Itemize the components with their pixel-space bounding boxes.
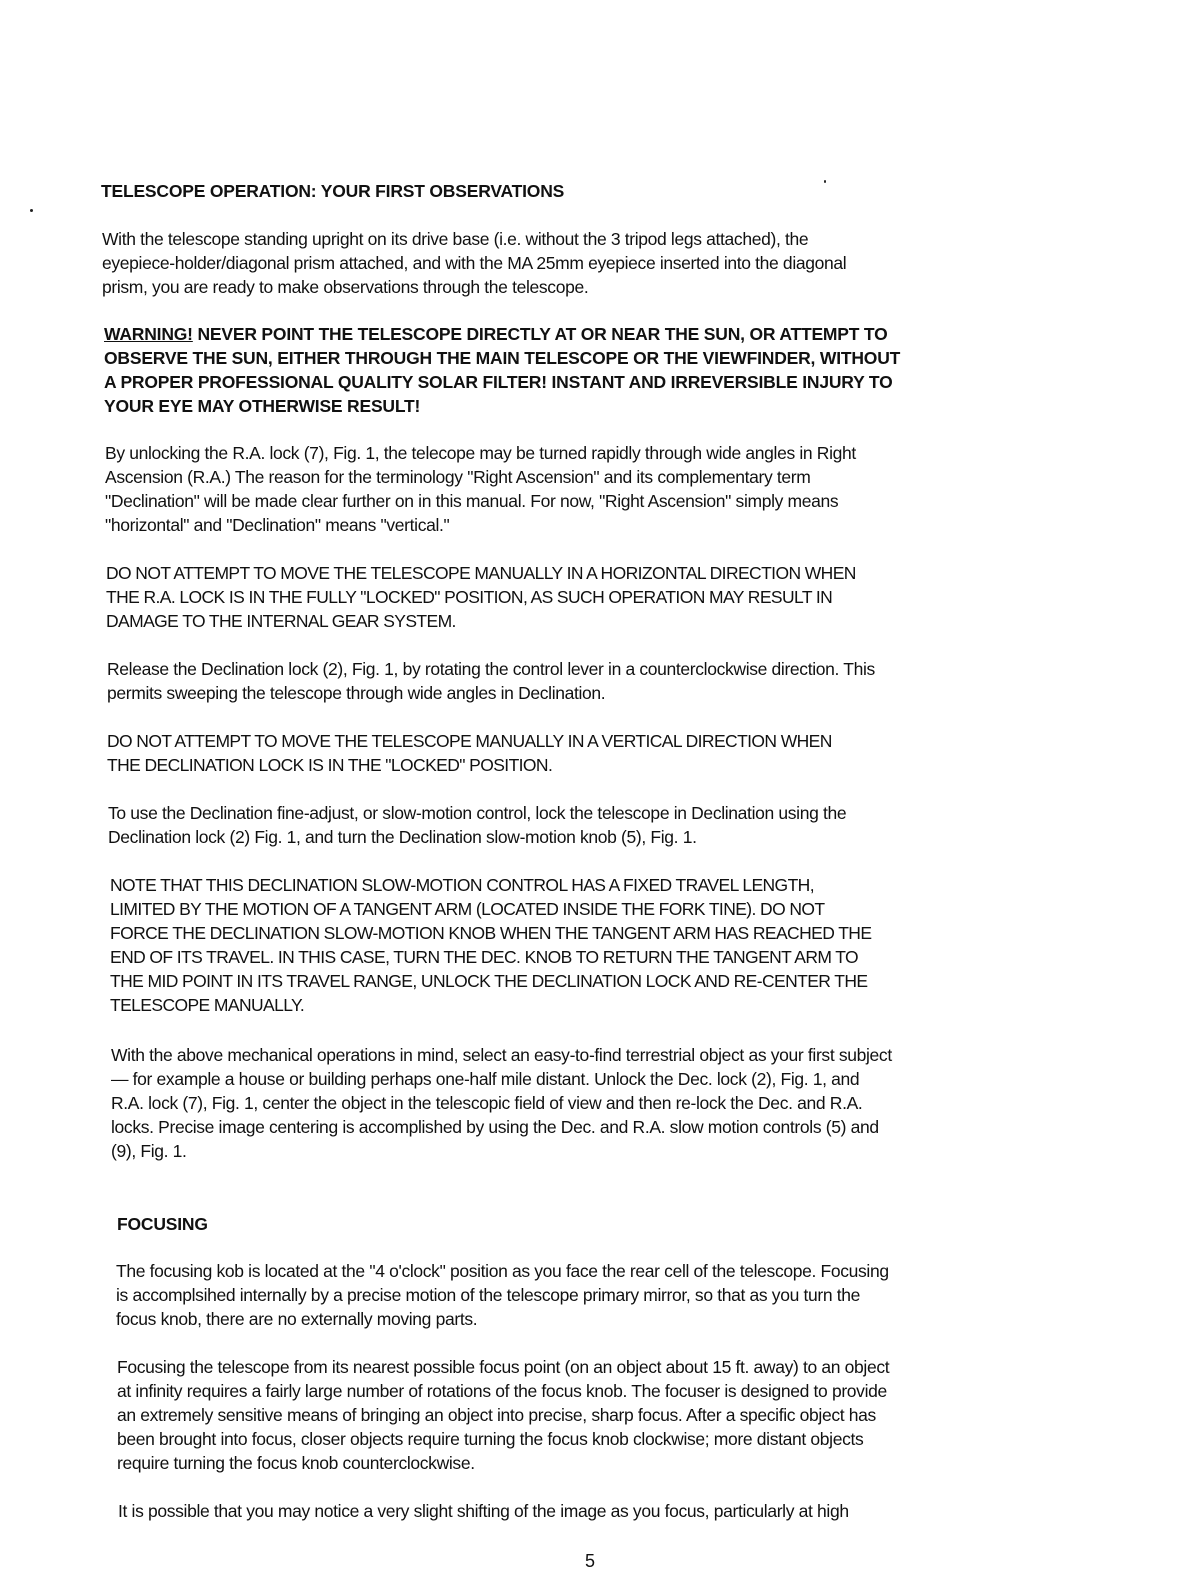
caution-horizontal: DO NOT ATTEMPT TO MOVE THE TELESCOPE MANUALLY IN A HORIZONTAL DIRECTION WHEN THE R.A. LOCK IS IN THE FULLY "LOCKED" POSITION, AS SUCH OPERATION MAY RESULT IN DAMAGE TO THE INTERNAL GEAR SYSTEM.: [106, 563, 856, 631]
page-number: 5: [585, 1551, 596, 1571]
note-paragraph: NOTE THAT THIS DECLINATION SLOW-MOTION CONTROL HAS A FIXED TRAVEL LENGTH, LIMITED BY THE MOTION OF A TANGENT ARM (LOCATED INSIDE THE FORK TINE). DO NOT FORCE THE DECLINATION SLOW-MOTION KNOB WHEN THE TANGENT ARM HAS REACHED THE END OF ITS TRAVEL. IN THIS CASE, TURN THE DEC. KNOB TO RETURN THE TANGENT ARM TO THE MID POINT IN ITS TRAVEL RANGE, UNLOCK THE DECLINATION LOCK AND RE-CENTER THE TELESCOPE MANUALLY.: [110, 875, 872, 1015]
intro-paragraph: With the telescope standing upright on its drive base (i.e. without the 3 tripod legs attached), the eyepiece-holder/diagonal prism attached, and with the MA 25mm eyepiece inserted into the diagonal prism, you are ready to make observations through the telescope.: [102, 229, 847, 297]
caution-vertical: DO NOT ATTEMPT TO MOVE THE TELESCOPE MANUALLY IN A VERTICAL DIRECTION WHEN THE DECLINATION LOCK IS IN THE "LOCKED" POSITION.: [107, 731, 832, 775]
focusing-heading: FOCUSING: [117, 1214, 208, 1234]
focusing-paragraph-1: The focusing kob is located at the "4 o'clock" position as you face the rear cell of the telescope. Focusing is accomplsihed internally by a precise motion of the telescope primary mirror, so that as you turn the focus knob, there are no externally moving parts.: [116, 1261, 889, 1329]
page-heading: TELESCOPE OPERATION: YOUR FIRST OBSERVATIONS: [101, 181, 565, 201]
focusing-paragraph-3: It is possible that you may notice a very slight shifting of the image as you focus, particularly at high: [118, 1501, 849, 1521]
fine-adjust-paragraph: To use the Declination fine-adjust, or slow-motion control, lock the telescope in Declination using the Declination lock (2) Fig. 1, and turn the Declination slow-motion knob (5), Fig. 1.: [108, 803, 847, 847]
warning-label: WARNING!: [104, 324, 193, 344]
focusing-paragraph-2: Focusing the telescope from its nearest possible focus point (on an object about 15 ft. away) to an object at infinity requires a fairly large number of rotations of the focus knob. The focuser is designed to provide an extremely sensitive means of bringing an object into precise, sharp focus. After a specific object has been brought into focus, closer objects require turning the focus knob clockwise; more distant objects require turning the focus knob counterclockwise.: [117, 1357, 890, 1473]
release-paragraph: Release the Declination lock (2), Fig. 1, by rotating the control lever in a counterclockwise direction. This permits sweeping the telescope through wide angles in Declination.: [107, 659, 875, 703]
sun-warning: WARNING! NEVER POINT THE TELESCOPE DIRECTLY AT OR NEAR THE SUN, OR ATTEMPT TO OBSERVE THE SUN, EITHER THROUGH THE MAIN TELESCOPE OR THE VIEWFINDER, WITHOUT A PROPER PROFESSIONAL QUALITY SOLAR FILTER! INSTANT AND IRREVERSIBLE INJURY TO YOUR EYE MAY OTHERWISE RESULT!: [104, 324, 901, 416]
ra-paragraph: By unlocking the R.A. lock (7), Fig. 1, the telecope may be turned rapidly through wide angles in Right Ascension (R.A.) The reason for the terminology "Right Ascension" and its complementary term "Declination" will be made clear further on in this manual. For now, "Right Ascension" simply means "horizontal" and "Declination" means "vertical.": [105, 443, 856, 535]
first-subject-paragraph: With the above mechanical operations in mind, select an easy-to-find terrestrial object as your first subject — for example a house or building perhaps one-half mile distant. Unlock the Dec. lock (2), Fig. 1, and R.A. lock (7), Fig. 1, center the object in the telescopic field of view and then re-lock the Dec. and R.A. locks. Precise image centering is accomplished by using the Dec. and R.A. slow motion controls (5) and (9), Fig. 1.: [111, 1045, 892, 1161]
scan-speck: [824, 180, 826, 183]
scan-speck: [30, 209, 33, 212]
